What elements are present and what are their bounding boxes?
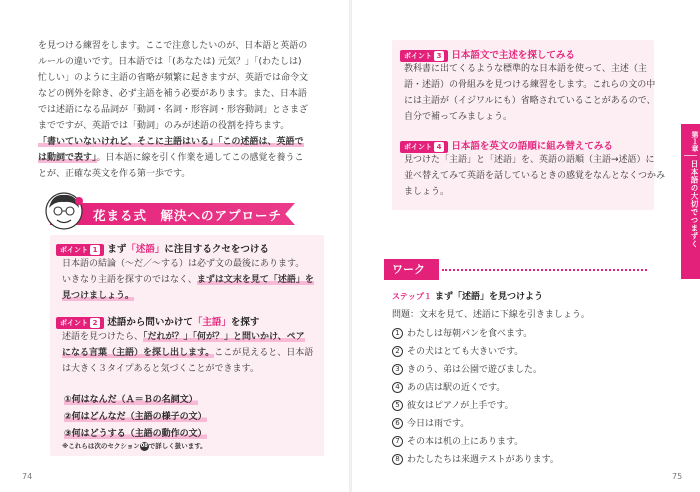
intro-line: までですが、英語では「動詞」のみが述語の役割を持ちます。 <box>38 121 290 131</box>
body-line: 自分で補ってみましょう。 <box>404 112 513 122</box>
chapter-number: 第１章 <box>691 130 699 152</box>
body-line: 語・述語）の骨組みを見つける練習をします。これらの文の中 <box>404 80 656 90</box>
key-phrase-1: 「書いていないけれど、そこに主語はいる」 <box>38 137 219 147</box>
exercise-sentence: あの店は駅の近くです。 <box>407 383 506 393</box>
sentence-type-1 <box>64 392 198 405</box>
point-3-tag <box>400 50 448 62</box>
item-number: 5 <box>392 400 403 411</box>
item-number: 1 <box>392 328 403 339</box>
intro-line: では述語になる品詞が「動詞・名詞・形容詞・形容動詞」とさまざ <box>38 105 309 115</box>
page-number-right: 75 <box>672 472 683 481</box>
item-number: 4 <box>392 382 403 393</box>
note-text: ※これらは次のセクション <box>62 442 140 450</box>
item-number: 7 <box>392 436 403 447</box>
intro-line <box>38 134 328 150</box>
intro-line: ルールの違いです。日本語では「(あなたは) 元気？」「(わたしは) <box>38 57 302 67</box>
key-phrase-3: は動詞で表す」 <box>38 153 97 163</box>
point-3-heading <box>400 47 575 62</box>
exercise-sentence: 今日は雨です。 <box>407 419 470 429</box>
point-number: 1 <box>90 245 100 255</box>
body-line: は大きく３タイプあると気づくことができます。 <box>62 364 259 374</box>
item-number: 3 <box>392 364 403 375</box>
body-highlight: になる言葉（主語）を探し出します。 <box>62 348 215 358</box>
exercise-item <box>392 362 542 375</box>
point-tag-label: ポイント <box>60 245 88 254</box>
question-text: 問題：文末を見て、述語に下線を引きましょう。 <box>392 310 590 320</box>
point-number: 2 <box>90 318 100 328</box>
work-label: ワーク <box>384 259 439 280</box>
section-note <box>62 441 207 451</box>
point-title-keyword: 「主語」 <box>192 317 231 328</box>
body-line: ましょう。 <box>404 187 450 197</box>
point-4-heading <box>400 138 613 153</box>
point-title: まず <box>107 244 127 255</box>
sentence-type-label: ③何はどうする（主語の動作の文） <box>64 429 207 439</box>
tab-divider <box>684 155 697 156</box>
body-highlight: 見つけましょう。 <box>62 291 135 301</box>
sentence-type-label: ②何はどんなだ（主語の様子の文） <box>64 412 207 422</box>
body-highlight: 「だれが？」「何が？」と問いかけ、ペア <box>143 332 305 342</box>
step-label: ステップ１ <box>392 292 432 301</box>
point-number: 4 <box>434 142 444 152</box>
step-text: まず「述語」を見つけよう <box>434 292 543 302</box>
intro-text: 。日本語に線を引く作業を通してこの感覚を養うこ <box>96 153 304 163</box>
body-text: いきなり主語を探すのではなく、 <box>62 275 197 285</box>
exercise-item <box>392 398 514 411</box>
dotted-rule <box>442 269 647 271</box>
intro-line: などの例外を除き、必ず主語を補う必要があります。また、日本語 <box>38 89 307 99</box>
sentence-type-label: ①何はなんだ（Ａ＝Ｂの名詞文） <box>64 395 198 405</box>
point-title-keyword: 「述語」 <box>126 244 165 255</box>
point-title: に注目するクセをつける <box>164 244 269 255</box>
body-line <box>62 272 322 288</box>
body-text: 述語を見つけたら、 <box>62 332 144 342</box>
intro-paragraph <box>38 38 328 182</box>
body-line: 並べ替えてみて英語を話しているときの感覚をなんとなくつかみ <box>404 171 666 181</box>
point-3-body <box>404 61 656 125</box>
point-1-heading <box>56 241 269 256</box>
mascot-teacher-icon <box>44 191 84 231</box>
item-number: 8 <box>392 454 403 465</box>
exercise-sentence: その本は机の上にあります。 <box>407 437 524 447</box>
body-line: には主語が（イジワルにも）省略されていることがあるので、 <box>404 96 656 106</box>
point-title: 日本語文で主述を探してみる <box>451 50 575 61</box>
exercise-sentence: わたしたちは来週テストがあります。 <box>407 455 559 465</box>
body-line: 見つけた「主語」と「述語」を、英語の語順（主語→述語）に <box>404 155 655 165</box>
point-title: 日本語を英文の語順に組み替えてみる <box>451 141 613 152</box>
exercise-item <box>392 344 523 357</box>
exercise-item <box>392 452 559 465</box>
step-1-heading <box>392 289 543 302</box>
body-line: 教科書に出てくるような標準的な日本語を使って、主述（主 <box>404 64 647 74</box>
body-line <box>62 329 322 345</box>
banner-title: 花まる式 解決へのアプローチ <box>93 208 283 223</box>
intro-line: 忙しい」のように主語の省略が頻繁に起きますが、英語では命令文 <box>38 73 309 83</box>
point-2-heading <box>56 314 259 329</box>
item-number: 2 <box>392 346 403 357</box>
point-number: 3 <box>434 51 444 61</box>
section-number-badge: 08 <box>140 442 148 449</box>
left-page <box>0 0 349 492</box>
point-4-body <box>404 152 666 200</box>
page-number-left: 74 <box>22 472 33 481</box>
point-title: を探す <box>230 317 260 328</box>
body-text: ここが見えると、日本語 <box>214 348 314 358</box>
point-title: 述語から問いかけて <box>107 317 193 328</box>
exercise-sentence: わたしは毎朝パンを食べます。 <box>407 329 533 339</box>
exercise-sentence: その犬はとても大きいです。 <box>407 347 524 357</box>
exercise-item <box>392 434 523 447</box>
body-line <box>62 288 322 304</box>
key-phrase-2: 「この述語は、英語で <box>218 137 304 147</box>
chapter-side-tab <box>681 124 700 279</box>
point-tag-label: ポイント <box>404 142 432 151</box>
exercise-item <box>392 416 469 429</box>
exercise-item <box>392 380 505 393</box>
point-1-tag <box>56 244 104 256</box>
intro-line: とが、正確な英文を作る第一歩です。 <box>38 169 191 179</box>
point-4-tag <box>400 141 448 153</box>
point-tag-label: ポイント <box>404 51 432 60</box>
exercise-sentence: きのう、弟は公園で遊びました。 <box>407 365 543 375</box>
intro-line <box>38 150 328 166</box>
point-tag-label: ポイント <box>60 318 88 327</box>
point-2-body <box>62 329 322 377</box>
point-2-tag <box>56 317 104 329</box>
exercise-item <box>392 326 532 339</box>
exercise-sentence: 彼女はピアノが上手です。 <box>407 401 514 411</box>
sentence-type-3 <box>64 426 207 439</box>
chapter-title: 日本語の大切でつまずく <box>690 160 699 248</box>
right-page <box>352 0 700 492</box>
body-line: 日本語の結論（～だ／～する）は必ず文の最後にあります。 <box>62 259 305 269</box>
body-line <box>62 345 322 361</box>
body-highlight: まずは文末を見て「述語」を <box>196 275 314 285</box>
intro-line: を見つける練習をします。ここで注意したいのが、日本語と英語の <box>38 41 308 51</box>
point-1-body <box>62 256 322 304</box>
sentence-type-2 <box>64 409 207 422</box>
item-number: 6 <box>392 418 403 429</box>
note-text: で詳しく扱います。 <box>148 442 207 450</box>
